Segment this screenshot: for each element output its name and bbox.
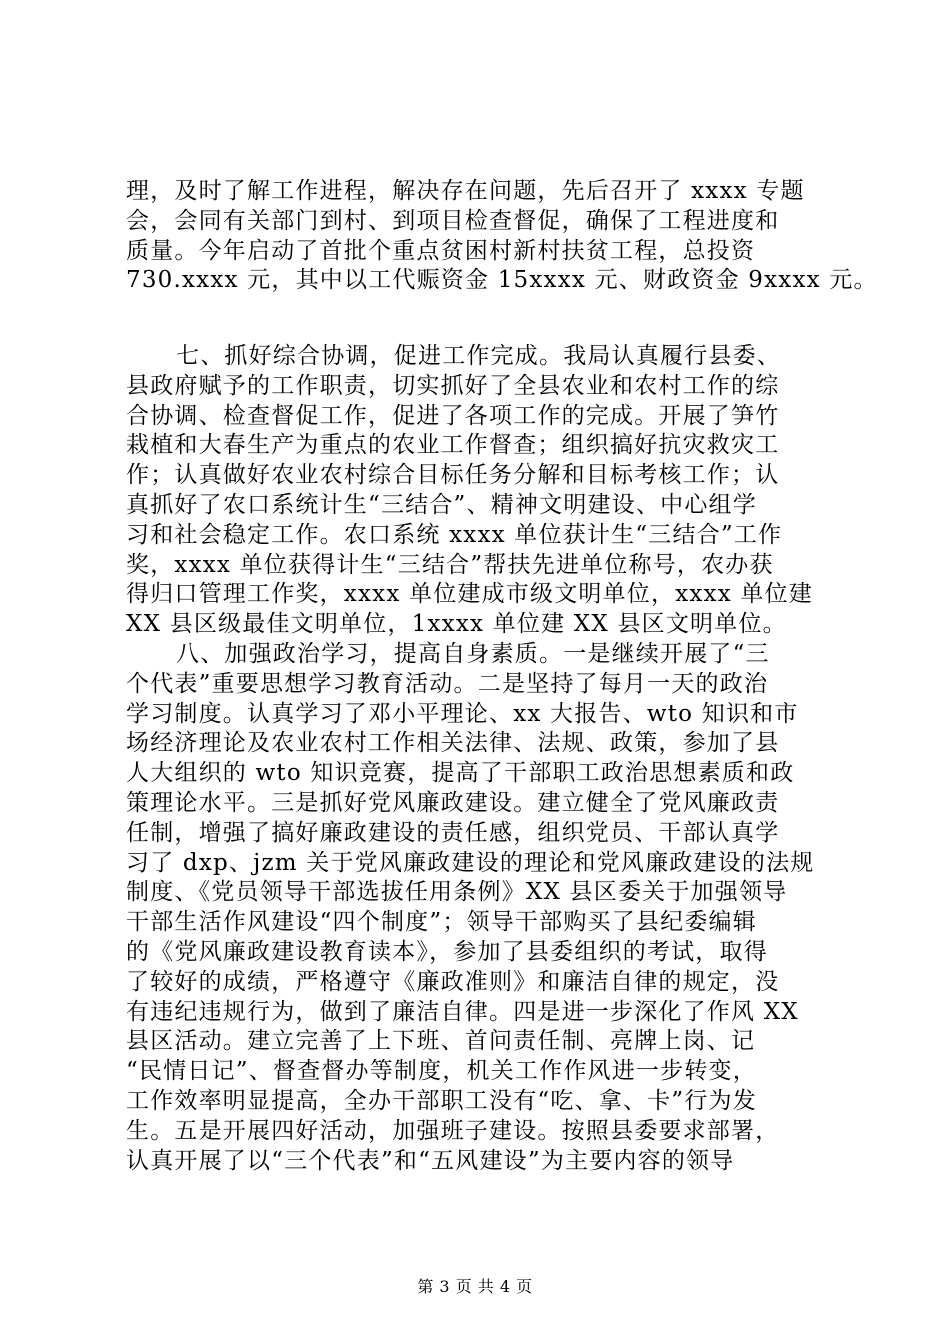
text-line: 了较好的成绩，严格遵守《廉政准则》和廉洁自律的规定，没: [126, 969, 780, 995]
text-line: 习了 dxp、jzm 关于党风廉政建设的理论和党风廉政建设的法规: [126, 850, 815, 876]
page-number-footer: 第 3 页 共 4 页: [417, 1277, 533, 1296]
text-line: 场经济理论及农业农村工作相关法律、法规、政策，参加了县: [126, 730, 780, 756]
text-line: 真抓好了农口系统计生“三结合”、精神文明建设、中心组学: [126, 492, 757, 518]
paragraph-heading-eight: 八、加强政治学习，提高自身素质。一是继续开展了“三: [176, 641, 770, 667]
text-line: 合协调、检查督促工作，促进了各项工作的完成。开展了笋竹: [126, 403, 780, 429]
text-line: 个代表”重要思想学习教育活动。二是坚持了每月一天的政治: [126, 671, 769, 697]
text-line: 制度、《党员领导干部选拔任用条例》XX 县区委关于加强领导: [126, 879, 788, 905]
text-line: 认真开展了以“三个代表”和“五风建设”为主要内容的领导: [126, 1148, 735, 1174]
text-line: 理，及时了解工作进程，解决存在问题，先后召开了 xxxx 专题: [126, 178, 805, 204]
text-line: 生。五是开展四好活动，加强班子建设。按照县委要求部署，: [126, 1118, 780, 1144]
text-line: 质量。今年启动了首批个重点贫困村新村扶贫工程，总投资: [126, 238, 756, 264]
blank-line: [0, 295, 950, 325]
text-line: 人大组织的 wto 知识竞赛，提高了干部职工政治思想素质和政: [126, 760, 795, 786]
text-line: XX 县区级最佳文明单位，1xxxx 单位建 XX 县区文明单位。: [126, 611, 787, 637]
text-line: 的《党风廉政建设教育读本》，参加了县委组织的考试，取得: [126, 939, 768, 965]
text-line: “民情日记”、督查督办等制度，机关工作作风进一步转变，: [126, 1058, 757, 1084]
text-line: 县政府赋予的工作职责，切实抓好了全县农业和农村工作的综: [126, 373, 780, 399]
text-line: 栽植和大春生产为重点的农业工作督查；组织搞好抗灾救灾工: [126, 432, 780, 458]
text-line: 干部生活作风建设“四个制度”；领导干部购买了县纪委编辑: [126, 909, 757, 935]
text-line: 工作效率明显提高，全办干部职工没有“吃、拿、卡”行为发: [126, 1088, 757, 1114]
text-line: 有违纪违规行为，做到了廉洁自律。四是进一步深化了作风 XX: [126, 999, 799, 1025]
text-line: 学习制度。认真学习了邓小平理论、xx 大报告、wto 知识和市: [126, 701, 799, 727]
text-line: 得归口管理工作奖，xxxx 单位建成市级文明单位，xxxx 单位建: [126, 581, 813, 607]
text-line: 策理论水平。三是抓好党风廉政建设。建立健全了党风廉政责: [126, 790, 780, 816]
text-line: 奖，xxxx 单位获得计生“三结合”帮扶先进单位称号，农办获: [126, 552, 774, 578]
text-line: 习和社会稳定工作。农口系统 xxxx 单位获计生“三结合”工作: [126, 522, 783, 548]
paragraph-heading-seven: 七、抓好综合协调，促进工作完成。我局认真履行县委、: [176, 343, 781, 369]
text-line: 任制，增强了搞好廉政建设的责任感，组织党员、干部认真学: [126, 820, 780, 846]
text-line: 县区活动。建立完善了上下班、首问责任制、亮牌上岗、记: [126, 1028, 756, 1054]
text-line: 会，会同有关部门到村、到项目检查督促，确保了工程进度和: [126, 208, 780, 234]
text-line: 730.xxxx 元，其中以工代赈资金 15xxxx 元、财政资金 9xxxx 元。: [126, 267, 878, 293]
text-line: 作；认真做好农业农村综合目标任务分解和目标考核工作；认: [126, 462, 780, 488]
